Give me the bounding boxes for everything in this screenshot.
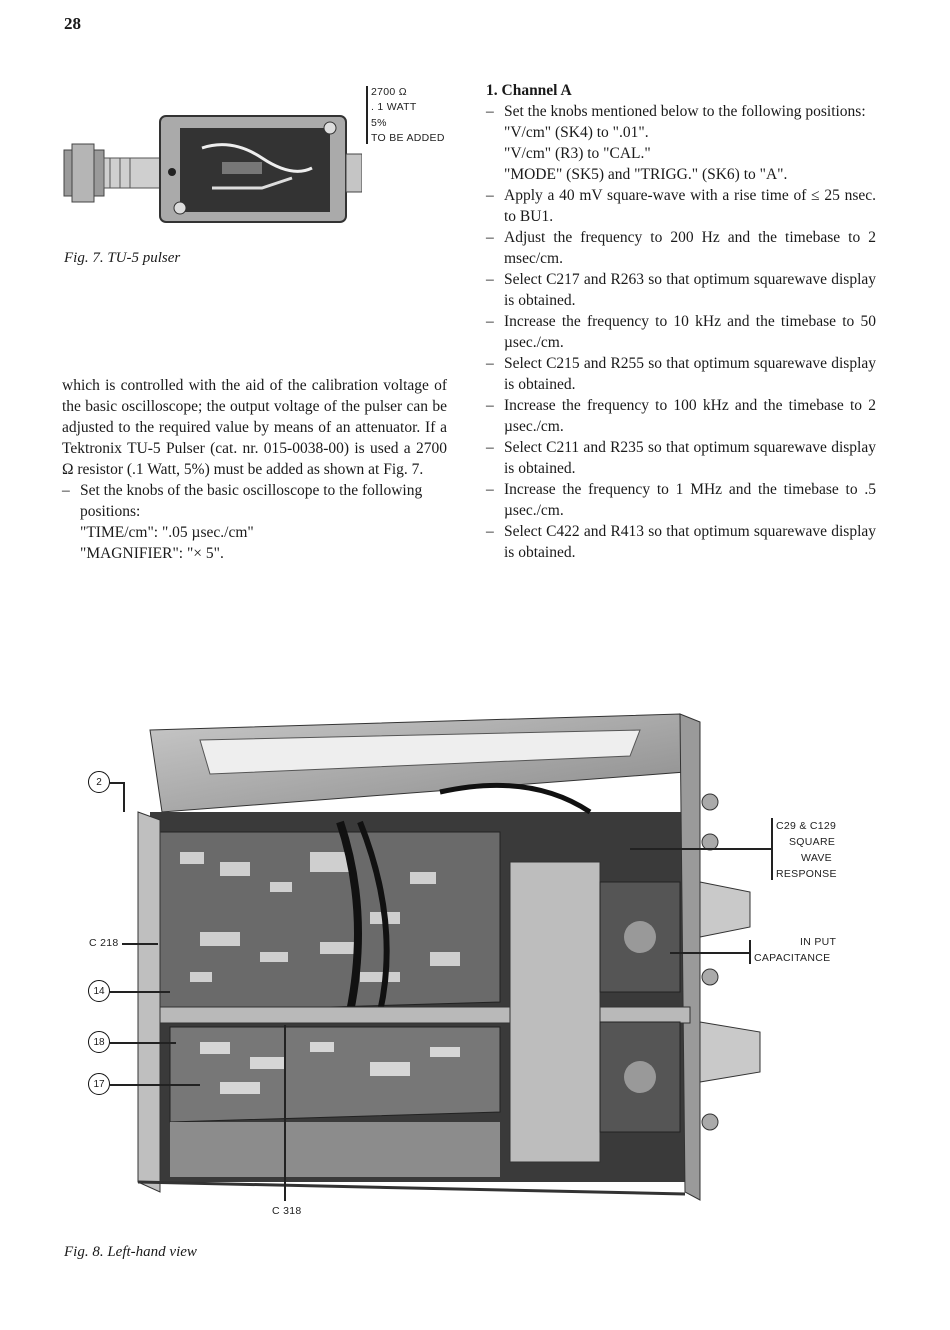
right-setting-mode: "MODE" (SK5) and "TRIGG." (SK6) to "A". [504,166,788,183]
left-paragraph: which is controlled with the aid of the calibration voltage of the basic oscilloscope; the output voltage of the pulser can be adjusted to the required value by means of an attenuator. If a Tektronix TU-5 Pulser (cat. nr. 015-0038-00) is used a 2700 Ω resistor (.1 Watt, 5%) must be added as shown at Fig. 7. [62,377,447,478]
section-heading: 1. Channel A [486,82,572,99]
callout-18: 18 [88,1031,110,1053]
fig7-label-watt: . 1 WATT [371,101,417,113]
label-c218: C 218 [89,937,119,949]
right-setting-vcm-r3: "V/cm" (R3) to "CAL." [504,145,651,162]
fig7-caption: Fig. 7. TU-5 pulser [64,250,181,266]
right-bullet: – Select C215 and R255 so that optimum squarewave display is obtained. [486,353,876,395]
right-bullet-knobs: – Set the knobs mentioned below to the following positions: [486,101,876,122]
callout-17: 17 [88,1073,110,1095]
fig7-label-to-be-added: TO BE ADDED [371,132,445,144]
label-capacitance: CAPACITANCE [754,952,831,964]
right-bullet: – Increase the frequency to 100 kHz and the timebase to 2 µsec./cm. [486,395,876,437]
label-square: SQUARE [789,836,836,848]
right-bullet: – Select C211 and R235 so that optimum squarewave display is obtained. [486,437,876,479]
right-setting-vcm-sk4: "V/cm" (SK4) to ".01". [504,124,649,141]
fig7-photo [62,88,362,248]
left-setting-time: "TIME/cm": ".05 µsec./cm" [80,524,254,541]
callout-14: 14 [88,980,110,1002]
right-bullet: – Increase the frequency to 1 MHz and the timebase to .5 µsec./cm. [486,479,876,521]
label-c29-c129: C29 & C129 [776,820,837,832]
right-bullet: – Apply a 40 mV square-wave with a rise time of ≤ 25 nsec. to BU1. [486,185,876,227]
fig8-caption: Fig. 8. Left-hand view [64,1244,197,1260]
label-c318: C 318 [272,1205,302,1217]
label-input: IN PUT [800,936,837,948]
fig7-label-tolerance: 5% [371,117,387,129]
left-column [62,375,447,564]
right-bullet: – Increase the frequency to 10 kHz and the timebase to 50 µsec./cm. [486,311,876,353]
right-bullet: – Adjust the frequency to 200 Hz and the timebase to 2 msec/cm. [486,227,876,269]
fig8-photo [110,712,770,1202]
right-column [486,80,876,563]
page-number: 28 [64,14,81,33]
callout-2: 2 [88,771,110,793]
label-wave: WAVE [801,852,832,864]
left-bullet: – Set the knobs of the basic oscilloscope to the following positions: [62,480,447,522]
label-response: RESPONSE [776,868,837,880]
left-setting-magnifier: "MAGNIFIER": "× 5". [80,545,224,562]
right-bullet: – Select C422 and R413 so that optimum squarewave display is obtained. [486,521,876,563]
right-bullet: – Select C217 and R263 so that optimum squarewave display is obtained. [486,269,876,311]
fig7-label-resistance: 2700 Ω [371,86,407,98]
